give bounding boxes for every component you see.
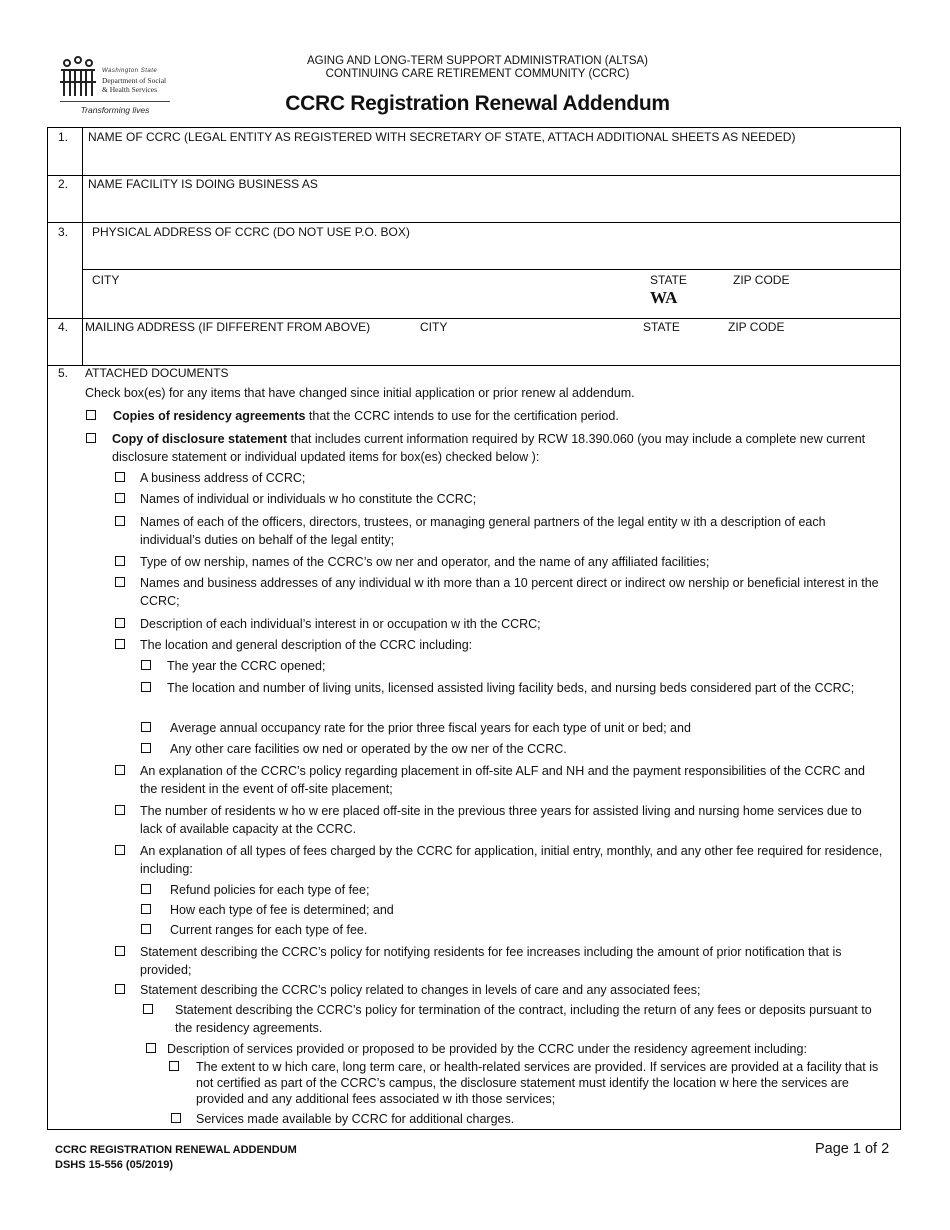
checkbox-occupancy-rate[interactable] xyxy=(141,722,151,732)
page-title: CCRC Registration Renewal Addendum xyxy=(285,92,670,115)
disclosure-statement-text xyxy=(112,430,882,466)
checkbox-business-address[interactable] xyxy=(115,472,125,482)
checkbox-refund-policies[interactable] xyxy=(141,884,151,894)
checkbox-fees-explanation[interactable] xyxy=(115,845,125,855)
checkbox-offsite-residents[interactable] xyxy=(115,805,125,815)
checkbox-other-care-facilities[interactable] xyxy=(141,743,151,753)
checkbox-living-units[interactable] xyxy=(141,682,151,692)
checklist-subitem-text: Current ranges for each type of fee. xyxy=(170,923,368,937)
checklist-subitem-text: Refund policies for each type of fee; xyxy=(170,883,370,897)
checkbox-offsite-placement-policy[interactable] xyxy=(115,765,125,775)
checkbox-ownership-type[interactable] xyxy=(115,556,125,566)
logo-rule xyxy=(60,101,170,102)
footer-form-title: CCRC REGISTRATION RENEWAL ADDENDUM xyxy=(55,1144,297,1156)
checklist-disclosure-statement xyxy=(86,430,886,466)
field-3-label: PHYSICAL ADDRESS OF CCRC (DO NOT USE P.O. BOX) xyxy=(92,225,410,239)
checklist-item-text: The number of residents w ho w ere placed off-site in the previous three years for assisted living and nursing home services due to lack of available capacity at the CCRC. xyxy=(140,804,862,836)
checkbox-business-addresses-owners[interactable] xyxy=(115,577,125,587)
field-5-label: ATTACHED DOCUMENTS xyxy=(85,366,229,380)
field-4-state-label: STATE xyxy=(643,320,680,334)
logo-dept-line2: & Health Services xyxy=(102,85,157,94)
checkbox-fee-ranges[interactable] xyxy=(141,924,151,934)
checkbox-fee-determination[interactable] xyxy=(141,904,151,914)
field-3-state-value[interactable]: WA xyxy=(650,288,678,307)
checkbox-location-description[interactable] xyxy=(115,639,125,649)
physical-address-field[interactable] xyxy=(84,241,898,267)
divider-2 xyxy=(47,222,901,223)
header-community: CONTINUING CARE RETIREMENT COMMUNITY (CCRC) xyxy=(325,68,630,80)
header-administration: AGING AND LONG-TERM SUPPORT ADMINISTRATION (ALTSA) xyxy=(307,55,648,67)
field-3-zip-label: ZIP CODE xyxy=(733,273,790,287)
field-3-number: 3. xyxy=(58,225,69,239)
checklist-item-text: Statement describing the CCRC’s policy related to changes in levels of care and any associated fees; xyxy=(140,983,701,997)
dshs-emblem-icon xyxy=(56,56,100,100)
checklist-subsubitem-text: The extent to w hich care, long term care, or health-related services are provided. If services are provided at a facility that is not certified as part of the CCRC’s campus, the disclosure statement must identify the location w here the services are provided and any additional fees associated w ith those services; xyxy=(196,1060,879,1106)
checkbox-officers-directors[interactable] xyxy=(115,516,125,526)
ccrc-name-field[interactable] xyxy=(84,146,898,173)
checklist-item-text: A business address of CCRC; xyxy=(140,471,306,485)
field-1-label: NAME OF CCRC (LEGAL ENTITY AS REGISTERED WITH SECRETARY OF STATE, ATTACH ADDITIONAL SHEETS AS NEEDED) xyxy=(88,130,796,144)
disclosure-statement-rest: that includes current information required by RCW 18.390.060 (you may include a complete new current disclosure statement or individual updated items for box(es) checked below ): xyxy=(112,432,866,464)
checkbox-care-extent[interactable] xyxy=(169,1061,179,1071)
field-5-number: 5. xyxy=(58,366,69,380)
residency-agreements-bold: Copies of residency agreements xyxy=(113,409,306,423)
checkbox-additional-services[interactable] xyxy=(171,1113,181,1123)
checkbox-disclosure-statement[interactable] xyxy=(86,433,96,443)
checklist-subitem-text: Any other care facilities ow ned or operated by the ow ner of the CCRC. xyxy=(170,742,567,756)
field-1-number: 1. xyxy=(58,130,69,144)
checklist-item-text: Type of ow nership, names of the CCRC’s ow ner and operator, and the name of any affiliated facilities; xyxy=(140,555,710,569)
residency-agreements-rest: that the CCRC intends to use for the certification period. xyxy=(305,409,619,423)
field-4-label: MAILING ADDRESS (IF DIFFERENT FROM ABOVE) xyxy=(85,320,371,334)
mailing-address-field[interactable] xyxy=(84,336,898,363)
divider-1 xyxy=(47,175,901,176)
field-3-state-label: STATE xyxy=(650,273,687,287)
divider-3a xyxy=(82,269,901,270)
residency-agreements-text xyxy=(113,407,883,425)
checklist-subitem-text: The location and number of living units, licensed assisted living facility beds, and nursing beds considered part of the CCRC; xyxy=(167,681,855,695)
disclosure-statement-bold: Copy of disclosure statement xyxy=(112,432,288,446)
checklist-item-text: An explanation of all types of fees charged by the CCRC for application, initial entry, monthly, and any other fee required for residence, including: xyxy=(140,844,883,876)
field-4-number: 4. xyxy=(58,320,69,334)
checklist-residency-agreements xyxy=(86,407,886,425)
checklist-item-text: Names and business addresses of any individual w ith more than a 10 percent direct or indirect ow nership or beneficial interest in the CCRC; xyxy=(140,576,879,608)
checklist-item-text: Statement describing the CCRC’s policy for notifying residents for fee increases including the amount of prior notification that is provided; xyxy=(140,945,842,977)
checklist-item-text: Names of each of the officers, directors, trustees, or managing general partners of the legal entity w ith a description of each individual’s duties on behalf of the legal entity; xyxy=(140,515,826,547)
logo-state-line: Washington State xyxy=(102,68,158,74)
field-2-number: 2. xyxy=(58,177,69,191)
field-4-zip-label: ZIP CODE xyxy=(728,320,785,334)
checkbox-termination-policy[interactable] xyxy=(143,1004,153,1014)
checkbox-individual-interest[interactable] xyxy=(115,618,125,628)
checkbox-services-description[interactable] xyxy=(146,1043,156,1053)
field-3-city-label: CITY xyxy=(92,273,120,287)
logo-tagline: Transforming lives xyxy=(80,105,150,115)
checklist-subitem-text: The year the CCRC opened; xyxy=(167,659,326,673)
checklist-subsubitem-text: Services made available by CCRC for additional charges. xyxy=(196,1112,515,1126)
checklist-subitem-text: Statement describing the CCRC’s policy for termination of the contract, including the return of any fees or deposits pursuant to the residency agreements. xyxy=(175,1003,872,1035)
page-number: Page 1 of 2 xyxy=(815,1141,890,1157)
checklist-subitem-text: How each type of fee is determined; and xyxy=(170,903,394,917)
checkbox-individual-names[interactable] xyxy=(115,493,125,503)
checklist-item-text: An explanation of the CCRC’s policy regarding placement in off-site ALF and NH and the payment responsibilities of the CCRC and the resident in the event of off-site placement; xyxy=(140,764,865,796)
checklist-subitem-text: Description of services provided or proposed to be provided by the CCRC under the residency agreement including: xyxy=(167,1042,807,1056)
checkbox-fee-increase-policy[interactable] xyxy=(115,946,125,956)
dba-name-field[interactable] xyxy=(84,193,898,220)
field-4-city-label: CITY xyxy=(420,320,448,334)
footer-form-number: DSHS 15-556 (05/2019) xyxy=(55,1159,174,1171)
field-2-label: NAME FACILITY IS DOING BUSINESS AS xyxy=(88,177,318,191)
checkbox-residency-agreements[interactable] xyxy=(86,410,96,420)
checklist-item-text: The location and general description of the CCRC including: xyxy=(140,638,473,652)
checklist-subitem-text: Average annual occupancy rate for the prior three fiscal years for each type of unit or bed; and xyxy=(170,721,691,735)
divider-3 xyxy=(47,318,901,319)
field-5-instructions: Check box(es) for any items that have changed since initial application or prior renew al addendum. xyxy=(85,386,635,400)
checkbox-year-opened[interactable] xyxy=(141,660,151,670)
dshs-logo xyxy=(56,56,172,120)
checkbox-levels-of-care-policy[interactable] xyxy=(115,984,125,994)
checklist-item-text: Names of individual or individuals w ho constitute the CCRC; xyxy=(140,492,477,506)
number-column-divider xyxy=(82,127,83,366)
checklist-item-text: Description of each individual’s interest in or occupation w ith the CCRC; xyxy=(140,617,541,631)
logo-dept-line1: Department of Social xyxy=(102,76,167,85)
logo-dept-name xyxy=(102,76,172,94)
